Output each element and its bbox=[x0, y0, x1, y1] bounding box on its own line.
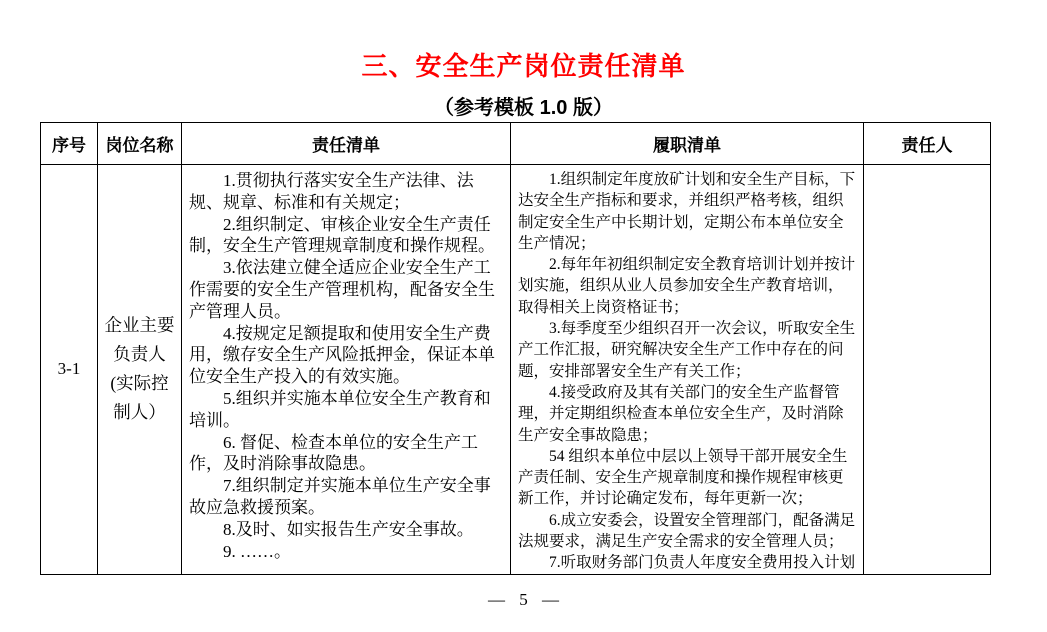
list-paragraph: 54 组织本单位中层以上领导干部开展安全生产责任制、安全生产规章制度和操作规程审核更新工作，并讨论确定发布，每年更新一次； bbox=[518, 447, 848, 508]
cell-responsibility-list bbox=[182, 165, 511, 575]
header-responsible-person: 责任人 bbox=[864, 123, 991, 165]
list-paragraph: 9. ……。 bbox=[223, 541, 291, 561]
list-paragraph: 6.成立安委会，设置安全管理部门，配备满足法规要求，满足生产安全需求的安全管理人员； bbox=[518, 511, 856, 551]
table-row bbox=[41, 165, 991, 575]
header-duty-performance-list: 履职清单 bbox=[511, 123, 864, 165]
page-subtitle: （参考模板 1.0 版） bbox=[434, 97, 613, 119]
header-position-name: 岗位名称 bbox=[98, 123, 182, 165]
header-serial-number: 序号 bbox=[41, 123, 98, 165]
cell-responsible-person bbox=[864, 165, 991, 575]
cell-duty-performance-list bbox=[511, 165, 864, 575]
list-paragraph: 1.组织制定年度放矿计划和安全生产目标，下达安全生产指标和要求，并组织严格考核，组织制定安全生产中长期计划，定期公布本单位安全生产情况； bbox=[518, 171, 856, 252]
list-paragraph: 4.接受政府及其有关部门的安全生产监督管理，并定期组织检查本单位安全生产，及时消除生产安全事故隐患； bbox=[518, 383, 844, 444]
list-paragraph: 3.每季度至少组织召开一次会议，听取安全生产工作汇报，研究解决安全生产工作中存在的问题，安排部署安全生产有关工作； bbox=[518, 320, 856, 380]
list-paragraph: 5.组织并实施本单位安全生产教育和培训。 bbox=[189, 388, 491, 430]
page-number: — 5 — bbox=[488, 590, 559, 609]
list-paragraph: 7.听取财务部门负责人年度安全费用投入计划 bbox=[549, 554, 856, 572]
cell-position-name: 企业主要负责人(实际控制人） bbox=[98, 165, 182, 575]
list-paragraph: 3.依法建立健全适应企业安全生产工作需要的安全生产管理机构，配备安全生产管理人员。 bbox=[189, 258, 495, 321]
page-title: 三、安全生产岗位责任清单 bbox=[361, 51, 686, 81]
list-paragraph: 4.按规定足额提取和使用安全生产费用，缴存安全生产风险抵押金，保证本单位安全生产投入的有效实施。 bbox=[189, 323, 495, 387]
header-responsibility-list: 责任清单 bbox=[182, 123, 511, 165]
cell-serial-number: 3-1 bbox=[41, 165, 98, 575]
list-paragraph: 2.组织制定、审核企业安全生产责任制，安全生产管理规章制度和操作规程。 bbox=[189, 214, 495, 256]
table-header-row bbox=[41, 123, 991, 165]
list-paragraph: 6. 督促、检查本单位的安全生产工作，及时消除事故隐患。 bbox=[189, 432, 478, 474]
responsibility-table bbox=[40, 122, 991, 575]
list-paragraph: 1.贯彻执行落实安全生产法律、法规、规章、标准和有关规定； bbox=[189, 171, 474, 212]
list-paragraph: 7.组织制定并实施本单位生产安全事故应急救援预案。 bbox=[189, 476, 491, 517]
list-paragraph: 2.每年年初组织制定安全教育培训计划并按计划实施，组织从业人员参加安全生产教育培训，取得相关上岗资格证书； bbox=[518, 256, 856, 316]
list-paragraph: 8.及时、如实报告生产安全事故。 bbox=[223, 519, 474, 539]
